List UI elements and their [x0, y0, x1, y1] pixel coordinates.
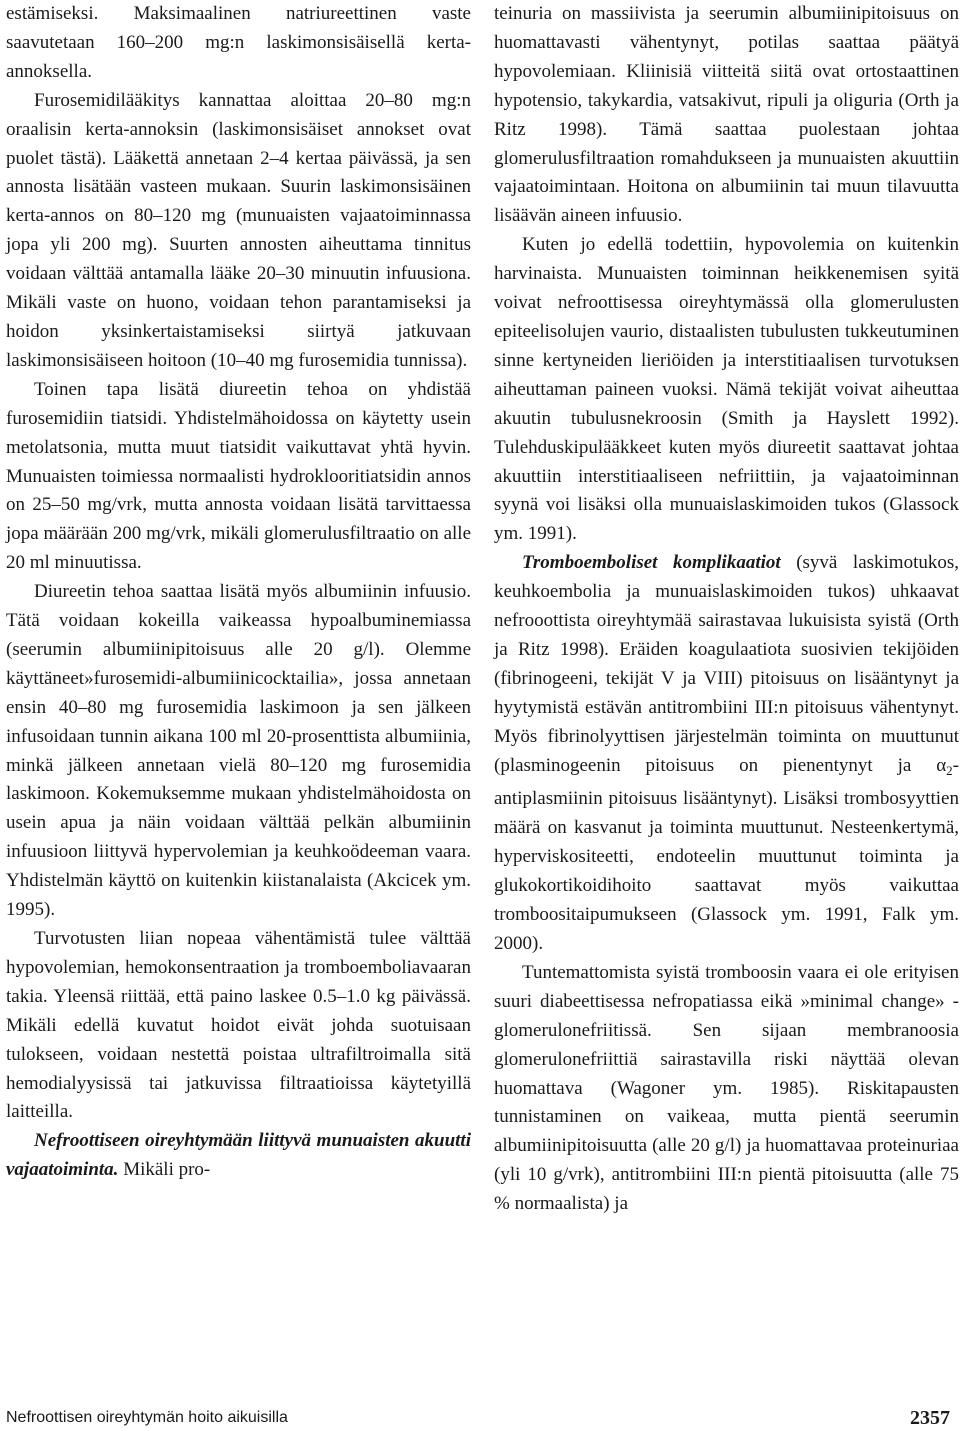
paragraph — [6, 1127, 471, 1185]
alpha-symbol: α — [936, 754, 947, 776]
page-number: 2357 — [910, 1407, 950, 1429]
paragraph — [494, 549, 959, 959]
right-column — [494, 0, 959, 1219]
paragraph: Diureetin tehoa saattaa lisätä myös albumiinin infuusio. Tätä voidaan kokeilla vaikeassa hypoalbuminemiassa (seerumin albumiinipitoisuus alle 20 g/l). Olemme käyttäneet»furosemidi-albumiinicocktailia», jossa annetaan ensin 40–80 mg furosemidia laskimoon ja sen jälkeen infusoidaan tunnin aikana 100 ml 20-prosenttista albumiinia, minkä jälkeen annetaan vielä 80–120 mg furosemidia laskimoon. Kokemuksemme mukaan yhdistelmähoidosta on usein apua ja näin voidaan välttää pelkän albumiinin infuusioon liittyvä hypervolemian ja keuhkoödeeman vaara. Yhdistelmän käyttö on kuitenkin kiistanalaista (Akcicek ym. 1995). — [6, 581, 471, 921]
paragraph: Tuntemattomista syistä tromboosin vaara ei ole erityisen suuri diabeettisessa nefropatiassa eikä »minimal change» -glomerulonefriitissä. Sen sijaan membranoosia glomerulonefriittiä sairastavilla riski näyttää olevan huomattava (Wagoner ym. 1985). Riskitapausten tunnistaminen on vaikeaa, mutta pientä seerumin albumiinipitoisuutta (alle 20 g/l) ja huomattavaa proteinuriaa (yli 10 g/vrk), antitrombiini III:n pientä pitoisuutta (alle 75 % normaalista) ja — [494, 961, 959, 1215]
paragraph: Kuten jo edellä todettiin, hypovolemia on kuitenkin harvinaista. Munuaisten toiminnan heikkenemisen syitä voivat nefroottisessa oireyhtymässä olla glomerulusten epiteelisolujen vaurio, distaalisten tubulusten tukkeutuminen sinne kertyneiden lieriöiden ja interstitiaalisen turvotuksen aiheuttaman paineen vuoksi. Nämä tekijät voivat aiheuttaa akuutin tubulusnekroosin (Smith ja Hayslett 1992). Tulehduskipulääkkeet kuten myös diureetit saattavat johtaa akuuttiin interstitiaaliseen nefriittiin, ja vajaatoiminnan syynä voi lisäksi olla munuaislaskimoiden tukos (Glassock ym. 1991). — [494, 234, 959, 545]
page-footer — [6, 1407, 950, 1429]
alpha-subscript: 2 — [946, 762, 953, 778]
left-column — [6, 0, 471, 1185]
section-heading: Nefroottiseen oireyhtymään liittyvä munuaisten akuutti vajaatoiminta. — [6, 1130, 471, 1181]
paragraph-text: -antiplasmiinin pitoisuus lisääntynyt). Lisäksi trombosyyttien määrä on kasvanut ja toiminta muuttunut. Nesteenkertymä, hyperviskositeetti, endoteelin muuttunut toiminta ja glukokortikoidihoito saattavat myös vaikuttaa tromboositaipumukseen (Glassock ym. 1991, Falk ym. 2000). — [494, 754, 959, 954]
running-title: Nefroottisen oireyhtymän hoito aikuisilla — [6, 1409, 288, 1426]
paragraph: estämiseksi. Maksimaalinen natriureettinen vaste saavutetaan 160–200 mg:n laskimonsisäisellä kerta-annoksella. — [6, 3, 471, 82]
paragraph: teinuria on massiivista ja seerumin albumiinipitoisuus on huomattavasti vähentynyt, potilas saattaa päätyä hypovolemiaan. Kliinisiä viitteitä siitä ovat ortostaattinen hypotensio, takykardia, vatsakivut, ripuli ja oliguria (Orth ja Ritz 1998). Tämä saattaa puolestaan johtaa glomerulusfiltraation romahdukseen ja munuaisten akuuttiin vajaatoimintaan. Hoitona on albumiinin tai muun tilavuutta lisäävän aineen infuusio. — [494, 3, 959, 227]
paragraph: Turvotusten liian nopeaa vähentämistä tulee välttää hypovolemian, hemokonsentraation ja tromboemboliavaaran takia. Yleensä riittää, että paino laskee 0.5–1.0 kg päivässä. Mikäli edellä kuvatut hoidot eivät johda suotuisaan tulokseen, voidaan nestettä poistaa ultrafiltroimalla sitä hemodialyysissä tai jatkuvissa filtraatioissa käytetyillä laitteilla. — [6, 928, 471, 1123]
paragraph-text: (syvä laskimotukos, keuhkoembolia ja munuaislaskimoiden tukos) uhkaavat nefrooottista oireyhtymää sairastavaa lukuisista syistä (Orth ja Ritz 1998). Eräiden koagulaatiota suosivien tekijöiden (fibrinogeeni, tekijät V ja VIII) pitoisuus on lisääntynyt ja hyytymistä estävän antitrombiini III:n pitoisuus vähentynyt. Myös fibrinolyyttisen järjestelmän toiminta on muuttunut (plasminogeenin pitoisuus on pienentynyt ja — [494, 552, 959, 776]
paragraph: Toinen tapa lisätä diureetin tehoa on yhdistää furosemidiin tiatsidi. Yhdistelmähoidossa on käytetty usein metolatsonia, mutta muut tiatsidit vaikuttavat yhtä hyvin. Munuaisten toimiessa normaalisti hydroklooritiatsidin annos on 25–50 mg/vrk, mutta annosta voidaan lisätä tarvittaessa jopa määrään 200 mg/vrk, mikäli glomerulusfiltraatio on alle 20 ml minuutissa. — [6, 378, 471, 574]
section-heading: Tromboemboliset komplikaatiot — [522, 552, 781, 574]
paragraph-text: Mikäli pro- — [118, 1159, 211, 1181]
paragraph: Furosemidilääkitys kannattaa aloittaa 20–80 mg:n oraalisin kerta-annoksin (laskimonsisäiset annokset ovat puolet tästä). Lääkettä annetaan 2–4 kertaa päivässä, ja sen annosta lisätään vasteen mukaan. Suurin laskimonsisäinen kerta-annos on 80–120 mg (munuaisten vajaatoiminnassa jopa yli 200 mg). Suurten annosten aiheuttama tinnitus voidaan välttää antamalla lääke 20–30 minuutin infuusiona. Mikäli vaste on huono, voidaan tehon parantamiseksi ja hoidon yksinkertaistamiseksi siirtyä jatkuvaan laskimonsisäiseen hoitoon (10–40 mg furosemidia tunnissa). — [6, 89, 471, 371]
